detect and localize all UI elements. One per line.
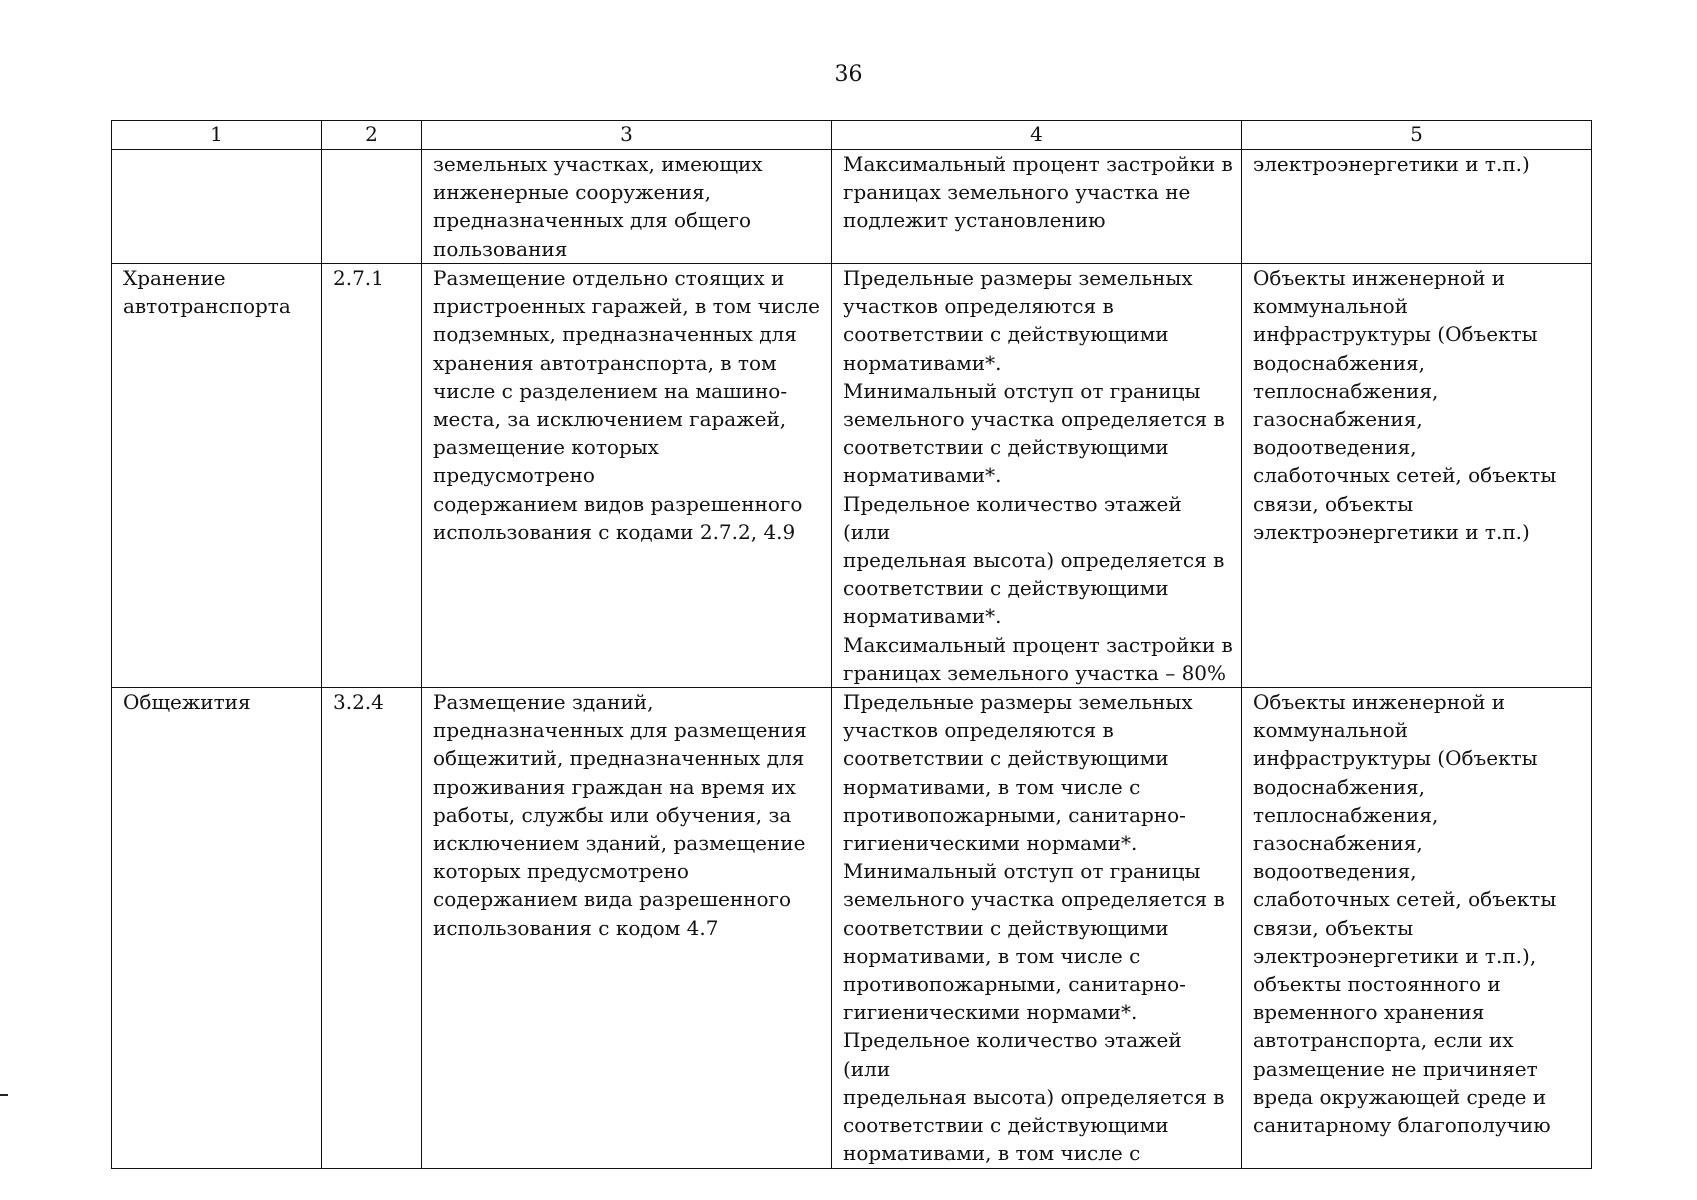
use-code-cell: 2.7.1 — [322, 264, 422, 688]
header-col-1: 1 — [112, 121, 322, 150]
use-name-cell — [112, 150, 322, 264]
zoning-table — [111, 120, 1592, 1169]
parameters-cell: Максимальный процент застройки в границах земельного участка не подлежит установлению — [832, 150, 1242, 264]
use-name-cell: Хранение автотранспорта — [112, 264, 322, 688]
parameters-cell: Предельные размеры земельных участков определяются в соответствии с действующими нормативами, в том числе с противопожарными, санитарно- гигиеническими нормами*. Минимальный отступ от границы земельного участка определяется в соответствии с действующими нормативами, в том числе с противопожарными, санитарно- гигиеническими нормами*. Предельное количество этажей (или предельная высота) определяется в соответствии с действующими нормативами, в том числе с — [832, 688, 1242, 1168]
parameters-cell: Предельные размеры земельных участков определяются в соответствии с действующими нормативами*. Минимальный отступ от границы земельного участка определяется в соответствии с действующими нормативами*. Предельное количество этажей (или предельная высота) определяется в соответствии с действующими нормативами*. Максимальный процент застройки в границах земельного участка – 80% — [832, 264, 1242, 688]
header-col-3: 3 — [422, 121, 832, 150]
header-col-2: 2 — [322, 121, 422, 150]
table-row — [112, 264, 1592, 688]
table-header-row — [112, 121, 1592, 150]
use-description-cell: Размещение отдельно стоящих и пристроенных гаражей, в том числе подземных, предназначенных для хранения автотранспорта, в том числе с разделением на машино- места, за исключением гаражей, размещение которых предусмотрено содержанием видов разрешенного использования с кодами 2.7.2, 4.9 — [422, 264, 832, 688]
use-name-cell: Общежития — [112, 688, 322, 1168]
auxiliary-uses-cell: электроэнергетики и т.п.) — [1242, 150, 1592, 264]
use-description-cell: Размещение зданий, предназначенных для размещения общежитий, предназначенных для проживания граждан на время их работы, службы или обучения, за исключением зданий, размещение которых предусмотрено содержанием вида разрешенного использования с кодом 4.7 — [422, 688, 832, 1168]
table-row — [112, 150, 1592, 264]
use-code-cell — [322, 150, 422, 264]
header-col-4: 4 — [832, 121, 1242, 150]
auxiliary-uses-cell: Объекты инженерной и коммунальной инфраструктуры (Объекты водоснабжения, теплоснабжения, газоснабжения, водоотведения, слаботочных сетей, объекты связи, объекты электроэнергетики и т.п.) — [1242, 264, 1592, 688]
use-code-cell: 3.2.4 — [322, 688, 422, 1168]
auxiliary-uses-cell: Объекты инженерной и коммунальной инфраструктуры (Объекты водоснабжения, теплоснабжения, газоснабжения, водоотведения, слаботочных сетей, объекты связи, объекты электроэнергетики и т.п.), объекты постоянного и временного хранения автотранспорта, если их размещение не причиняет вреда окружающей среде и санитарному благополучию — [1242, 688, 1592, 1168]
margin-mark — [0, 1094, 8, 1096]
table-row — [112, 688, 1592, 1168]
use-description-cell: земельных участках, имеющих инженерные сооружения, предназначенных для общего пользования — [422, 150, 832, 264]
page-number: 36 — [834, 62, 863, 87]
header-col-5: 5 — [1242, 121, 1592, 150]
